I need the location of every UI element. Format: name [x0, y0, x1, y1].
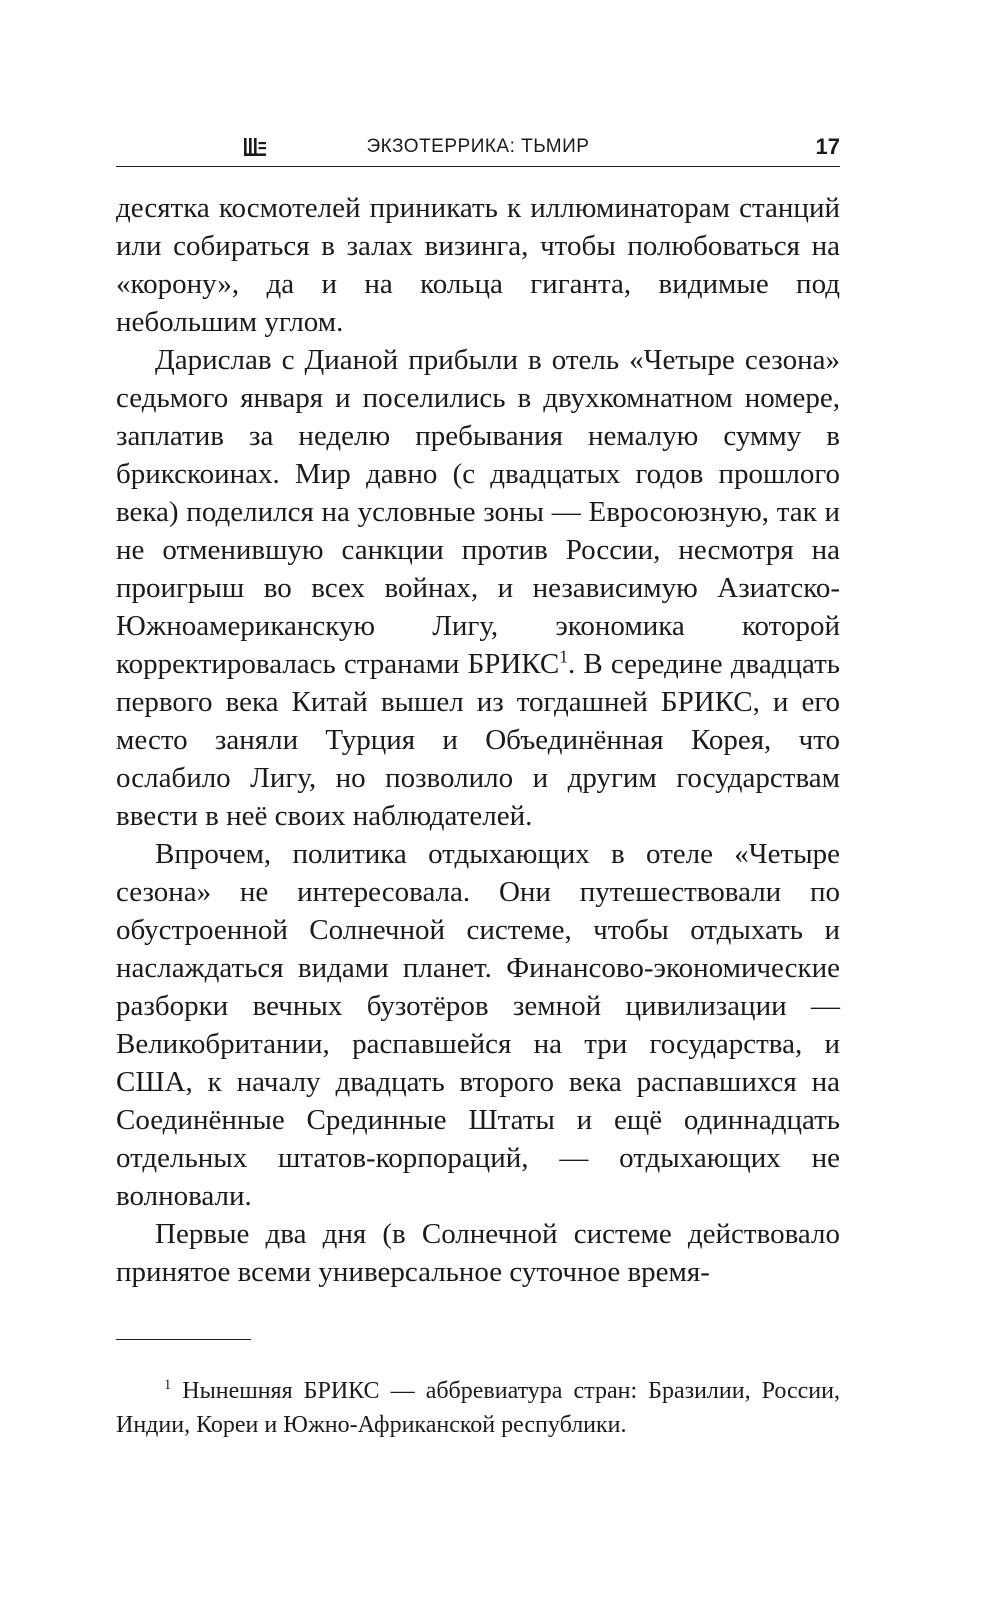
- footnote-text: Нынешняя БРИКС — аббревиатура стран: Бразилии, России, Индии, Кореи и Южно-Африканской республики.: [116, 1378, 840, 1438]
- paragraph-politics: Впрочем, политика отдыхающих в отеле «Четыре сезона» не интересовала. Они путешествовали по обустроенной Солнечной системе, чтобы отдыхать и наслаждаться видами планет. Финансово-экономические разборки вечных бузотёров земной цивилизации — Великобритании, распавшейся на три государства, и США, к началу двадцать второго века распавшихся на Соединённые Срединные Штаты и ещё одиннадцать отдельных штатов-корпораций, — отдыхающих не волновали.: [116, 838, 840, 1212]
- body-text: [116, 189, 840, 1291]
- footnote-marker: 1: [164, 1377, 172, 1393]
- running-title: ЭКЗОТЕРРИКА: ТЬМИР: [366, 136, 590, 157]
- page-number: 17: [815, 134, 840, 159]
- paragraph-arrival-text: Дарислав с Дианой прибыли в отель «Четыре сезона» седьмого января и поселились в двухкомнатном номере, заплатив за неделю пребывания немалую сумму в брикскоинах. Мир давно (с двадцатых годов прошлого века) поделился на условные зоны — Евросоюзную, так и не отменившую санкции против России, несмотря на проигрыш во всех войнах, и независимую Азиатско-Южноамериканскую Лигу, экономика которой корректировалась странами БРИКС: [116, 344, 840, 680]
- running-header: [116, 136, 840, 167]
- paragraph-arrival-text-continued: . В середине двадцать первого века Китай вышел из тогдашней БРИКС, и его место заняли Турция и Объединённая Корея, что ослабило Лигу, но позволило и другим государствам ввести в неё своих наблюдателей.: [116, 648, 840, 832]
- paragraph-continued: десятка космотелей приникать к иллюминаторам станций или собираться в залах визинга, чтобы полюбоваться на «корону», да и на кольца гиганта, видимые под небольшим углом.: [116, 192, 840, 338]
- footnote-reference[interactable]: 1: [559, 646, 568, 667]
- footnote-divider: [116, 1339, 251, 1340]
- footnote: [116, 1374, 840, 1442]
- paragraph-arrival: [116, 341, 840, 835]
- paragraph-first-days: Первые два дня (в Солнечной системе действовало принятое всеми универсальное суточное время-: [116, 1218, 840, 1288]
